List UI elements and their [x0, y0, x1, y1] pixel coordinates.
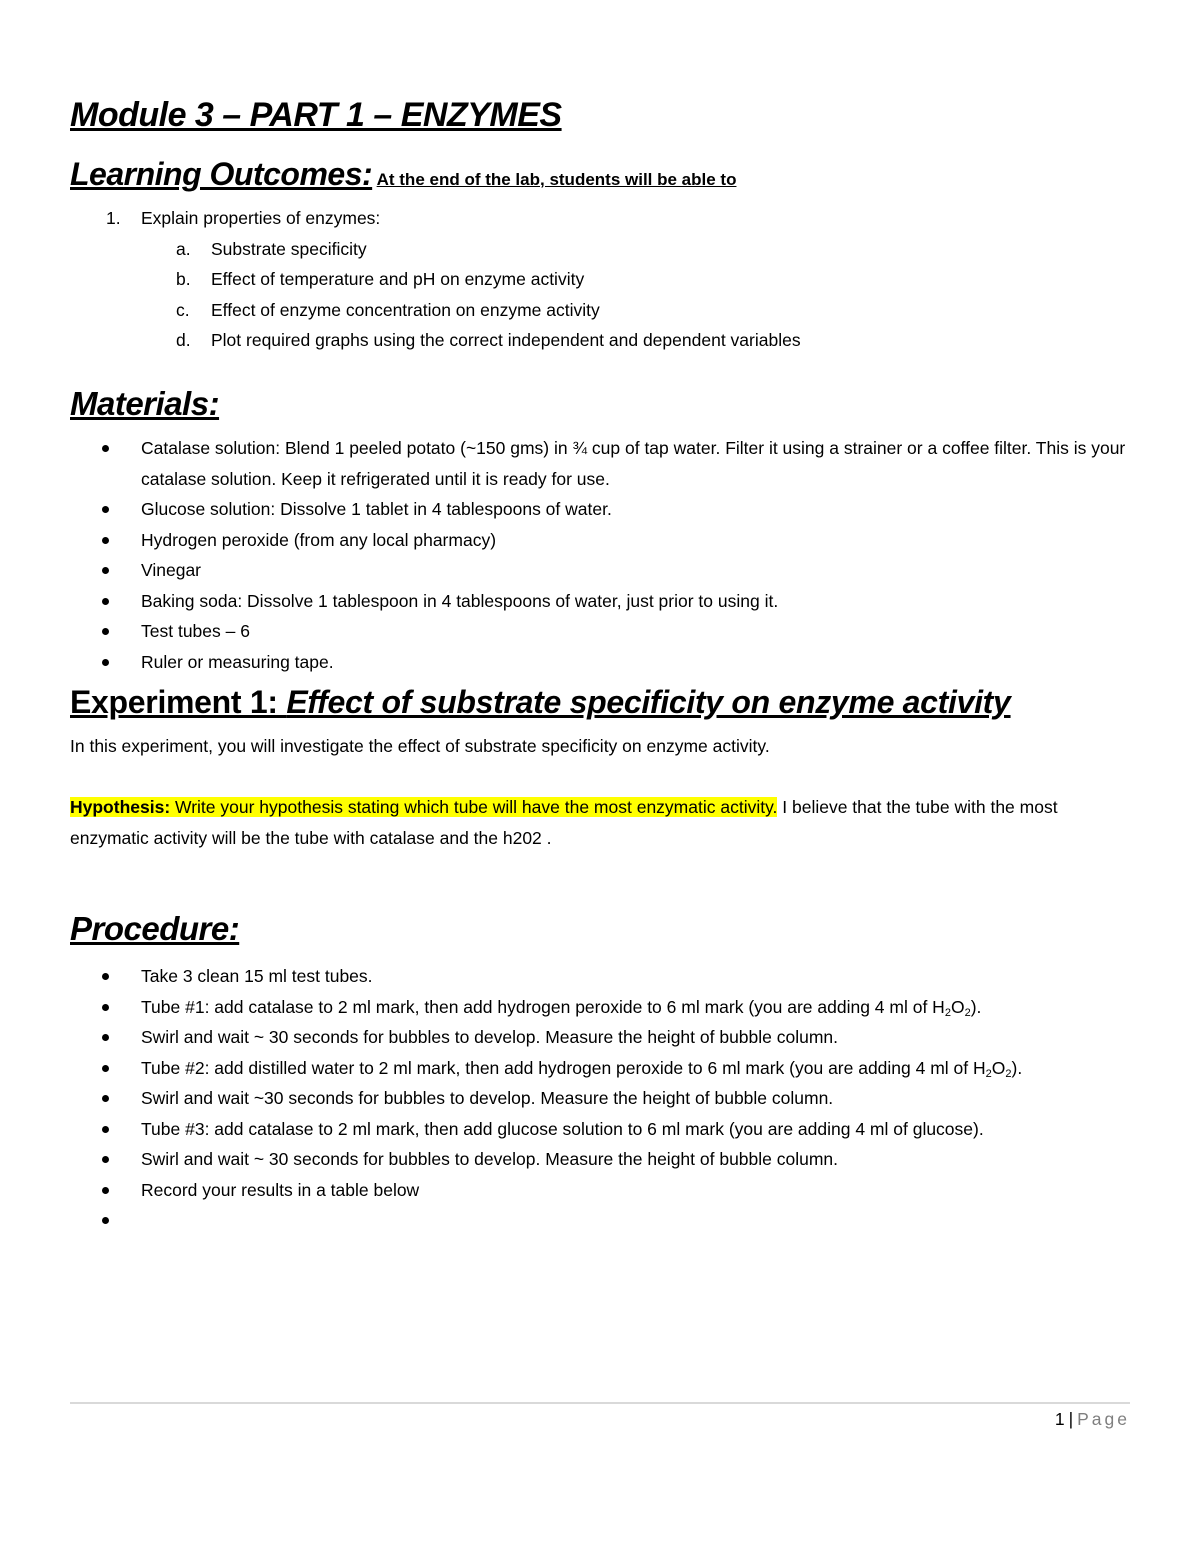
bullet-icon	[102, 1095, 109, 1102]
bullet-icon	[102, 628, 109, 635]
list-item-text-part: O	[950, 996, 965, 1017]
list-item-text: Vinegar	[141, 560, 202, 580]
list-item	[70, 1144, 1130, 1175]
list-item-text-part: Tube #2: add distilled water to 2 ml mark, then add hydrogen peroxide to 6 ml mark (you are adding 4 ml of H	[141, 1057, 986, 1078]
materials-heading: Materials:	[70, 385, 220, 422]
bullet-icon	[102, 973, 109, 980]
bullet-icon	[102, 1034, 109, 1041]
procedure-list	[70, 961, 1130, 1236]
list-item	[70, 961, 1130, 992]
hypothesis-paragraph	[70, 792, 1130, 853]
list-item-text: Baking soda: Dissolve 1 tablespoon in 4 tablespoons of water, just prior to using it.	[141, 590, 779, 611]
list-item	[70, 433, 1130, 494]
subscript: 2	[985, 1067, 992, 1080]
subscript: 2	[944, 1006, 951, 1019]
list-item	[70, 1053, 1130, 1084]
sub-list-letter: b.	[176, 269, 191, 289]
list-item-text: Glucose solution: Dissolve 1 tablet in 4 tablespoons of water.	[141, 499, 612, 519]
list-item-text-part: ).	[1011, 1057, 1023, 1078]
list-item-text: Ruler or measuring tape.	[141, 651, 334, 672]
hypothesis-label: Hypothesis:	[70, 797, 171, 817]
hypothesis-prompt: Write your hypothesis stating which tube will have the most enzymatic activity.	[170, 797, 778, 817]
learning-outcomes-heading: Learning Outcomes:	[70, 156, 373, 192]
list-item-text: Explain properties of enzymes:	[141, 208, 381, 228]
list-item-text: Swirl and wait ~ 30 seconds for bubbles to develop. Measure the height of bubble column.	[141, 1149, 839, 1169]
document-title: Module 3 – PART 1 – ENZYMES	[70, 96, 562, 134]
subscript: 2	[1005, 1067, 1012, 1080]
page-number: 1	[1054, 1409, 1065, 1429]
learning-outcomes-line	[70, 156, 736, 193]
bullet-icon	[102, 1217, 109, 1224]
list-item	[70, 616, 1130, 647]
list-item	[70, 1083, 1130, 1114]
footer-divider	[70, 1402, 1130, 1404]
list-item-text-part: Tube #1: add catalase to 2 ml mark, then add hydrogen peroxide to 6 ml mark (you are adding 4 ml of H	[141, 996, 945, 1017]
bullet-icon	[102, 537, 109, 544]
list-item-text: Swirl and wait ~30 seconds for bubbles to develop. Measure the height of bubble column.	[141, 1088, 834, 1108]
list-item	[70, 586, 1130, 617]
sub-list-letter: c.	[176, 299, 190, 320]
bullet-icon	[102, 1065, 109, 1072]
sub-list-text: Plot required graphs using the correct independent and dependent variables	[211, 330, 801, 350]
subscript: 2	[964, 1006, 971, 1019]
list-item-text: Take 3 clean 15 ml test tubes.	[141, 966, 373, 986]
experiment-1-heading-prefix: Experiment 1:	[70, 684, 287, 720]
sub-list-text: Effect of enzyme concentration on enzyme activity	[211, 299, 600, 320]
list-item-text-part: O	[991, 1057, 1006, 1078]
bullet-icon	[102, 1004, 109, 1011]
bullet-icon	[102, 598, 109, 605]
bullet-icon	[102, 567, 109, 574]
list-item-text: Hydrogen peroxide (from any local pharmacy)	[141, 529, 497, 550]
list-item-text-part: ).	[970, 996, 982, 1017]
bullet-icon	[102, 659, 109, 666]
materials-list	[70, 433, 1130, 677]
list-item-text: Test tubes – 6	[141, 621, 250, 641]
list-item-text: Tube #3: add catalase to 2 ml mark, then add glucose solution to 6 ml mark (you are adding 4 ml of glucose).	[141, 1118, 984, 1139]
bullet-icon	[102, 1187, 109, 1194]
bullet-icon	[102, 1156, 109, 1163]
experiment-1-heading	[70, 684, 1011, 721]
experiment-1-heading-title: Effect of substrate specificity on enzyme activity	[286, 684, 1011, 720]
page-footer	[1055, 1409, 1130, 1430]
list-item-empty	[70, 1205, 1130, 1236]
list-item-text: Record your results in a table below	[141, 1179, 420, 1200]
sub-list-text: Effect of temperature and pH on enzyme activity	[211, 269, 585, 289]
sub-list-text: Substrate specificity	[211, 238, 367, 259]
experiment-1-intro: In this experiment, you will investigate the effect of substrate specificity on enzyme activity.	[70, 736, 770, 756]
bullet-icon	[102, 1126, 109, 1133]
list-item-text	[141, 1058, 1022, 1078]
list-item	[70, 1022, 1130, 1053]
list-item	[70, 1114, 1130, 1145]
list-number: 1.	[106, 208, 121, 228]
sub-list-letter: d.	[176, 330, 191, 350]
list-item	[70, 992, 1130, 1023]
list-item	[70, 555, 1130, 586]
list-item	[70, 494, 1130, 525]
hypothesis-answer: I believe that the tube with the most enzymatic activity will be the tube with catalase and the h202 .	[70, 797, 1058, 848]
sub-list-letter: a.	[176, 238, 191, 259]
list-item-text	[141, 997, 981, 1017]
learning-outcomes-intro: At the end of the lab, students will be able to	[376, 170, 737, 189]
bullet-icon	[102, 445, 109, 452]
list-item	[70, 647, 1130, 678]
list-item	[70, 1175, 1130, 1206]
footer-separator: |	[1068, 1409, 1074, 1429]
hypothesis-highlight	[70, 797, 777, 817]
bullet-icon	[102, 506, 109, 513]
list-item	[70, 525, 1130, 556]
procedure-heading: Procedure:	[70, 910, 240, 947]
list-item-text: Swirl and wait ~ 30 seconds for bubbles to develop. Measure the height of bubble column.	[141, 1027, 839, 1047]
page-label: Page	[1077, 1409, 1130, 1429]
list-item-text: Catalase solution: Blend 1 peeled potato (~150 gms) in ¾ cup of tap water. Filter it using a strainer or a coffee filter. This is your catalase solution. Keep it refrigerated until it is ready for use.	[141, 438, 1126, 489]
